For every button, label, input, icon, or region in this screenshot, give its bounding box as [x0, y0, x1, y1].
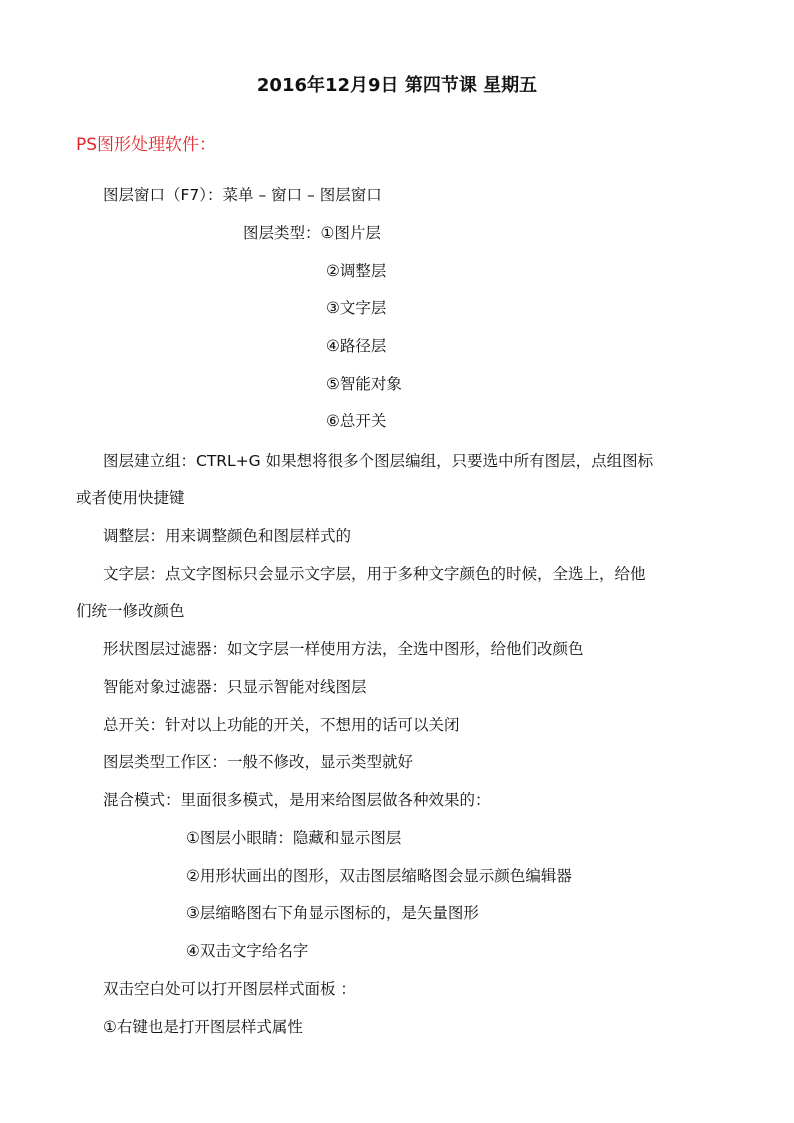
layer-type-item: ②调整层: [326, 262, 387, 280]
blend-item: ③层缩略图右下角显示图标的，是矢量图形: [186, 904, 479, 922]
style-item: ①右键也是打开图层样式属性: [103, 1018, 303, 1036]
layer-type-item: ⑥总开关: [326, 412, 387, 430]
section-heading: PS图形处理软件：: [76, 135, 217, 155]
paragraph-workspace: 图层类型工作区：一般不修改，显示类型就好: [103, 753, 414, 771]
blend-item: ②用形状画出的图形，双击图层缩略图会显示颜色编辑器: [186, 867, 572, 885]
paragraph-switch: 总开关：针对以上功能的开关，不想用的话可以关闭: [103, 716, 460, 734]
paragraph-shape: 形状图层过滤器：如文字层一样使用方法，全选中图形，给他们改颜色: [103, 640, 584, 658]
paragraph-text: 文字层：点文字图标只会显示文字层，用于多种文字颜色的时候，全选上，给他: [103, 565, 646, 583]
paragraph-style-panel: 双击空白处可以打开图层样式面板 ：: [103, 980, 356, 998]
blend-item: ④双击文字给名字: [186, 942, 309, 960]
page-title: 2016年12月9日 第四节课 星期五: [256, 75, 538, 96]
blend-item: ①图层小眼睛：隐藏和显示图层: [186, 829, 402, 847]
layer-types-label: 图层类型：①图片层: [243, 224, 381, 242]
layer-type-item: ⑤智能对象: [326, 375, 402, 393]
layer-type-item: ③文字层: [326, 299, 387, 317]
paragraph-group: 图层建立组：CTRL+G 如果想将很多个图层编组，只要选中所有图层，点组图标: [103, 452, 654, 470]
paragraph-text-cont: 们统一修改颜色: [76, 602, 185, 620]
paragraph-blend: 混合模式：里面很多模式，是用来给图层做各种效果的：: [103, 791, 491, 809]
paragraph-group-cont: 或者使用快捷键: [76, 489, 185, 507]
layers-panel-line: 图层窗口（F7）：菜单 – 窗口 – 图层窗口: [103, 186, 382, 204]
paragraph-smart: 智能对象过滤器：只显示智能对线图层: [103, 678, 367, 696]
paragraph-adjust: 调整层：用来调整颜色和图层样式的: [103, 527, 352, 545]
layer-type-item: ④路径层: [326, 337, 387, 355]
